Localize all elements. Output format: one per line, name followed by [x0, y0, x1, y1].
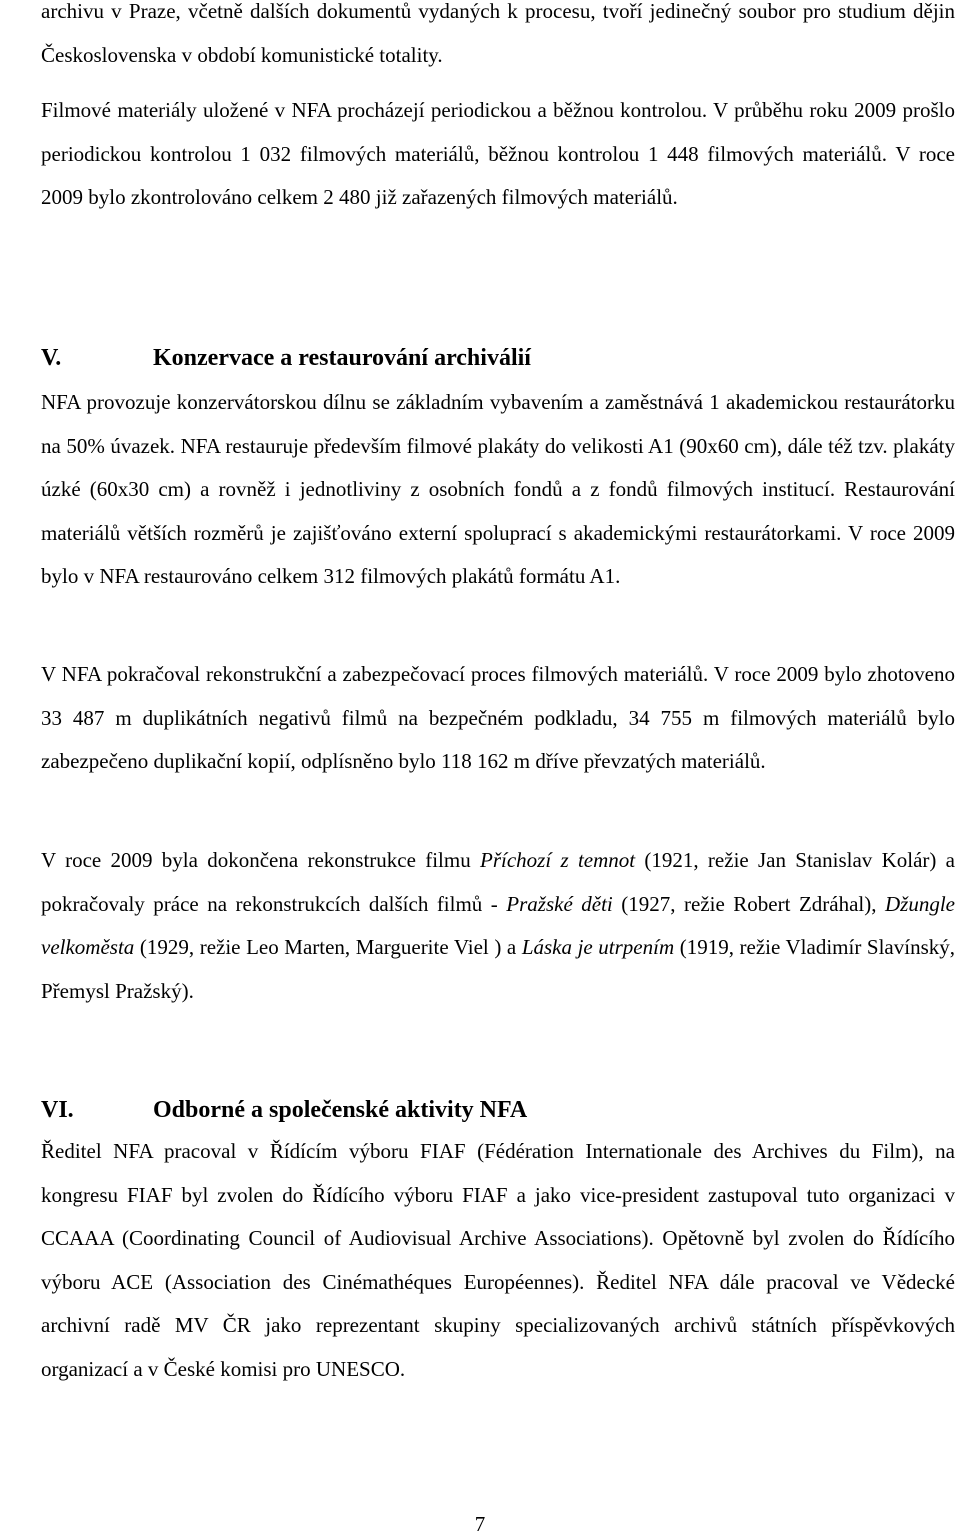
film-title-laska-je-utrpenim: Láska je utrpením: [521, 935, 675, 959]
section-5-title: Konzervace a restaurování archiválií: [153, 345, 531, 371]
section-6-number: VI.: [41, 1097, 74, 1123]
section-5-paragraph-3: [41, 839, 955, 1013]
paragraph-3-text-2: (1921, režie Jan Stanislav Kolár) a pokračovaly práce na rekonstrukcích dalších filmů -: [41, 848, 955, 916]
film-control-paragraph: Filmové materiály uložené v NFA procházejí periodickou a běžnou kontrolou. V průběhu roku 2009 prošlo periodickou kontrolou 1 032 filmových materiálů, běžnou kontrolou 1 448 filmových materiálů. V roce 2009 bylo zkontrolováno celkem 2 480 již zařazených filmových materiálů.: [41, 98, 955, 209]
page-number: 7: [474, 1512, 486, 1536]
paragraph-3-text-1: V roce 2009 byla dokončena rekonstrukce filmu: [41, 848, 481, 872]
section-5-paragraph-1: NFA provozuje konzervátorskou dílnu se základním vybavením a zaměstnává 1 akademickou restaurátorku na 50% úvazek. NFA restauruje především filmové plakáty do velikosti A1 (90x60 cm), dále též tzv. plakáty úzké (60x30 cm) a rovněž i jednotliviny z osobních fondů a z fondů filmových institucí. Restaurování materiálů větších rozměrů je zajišťováno externí spoluprací s akademickými restaurátorkami. V roce 2009 bylo v NFA restaurováno celkem 312 filmových plakátů formátu A1.: [41, 390, 955, 588]
film-title-prichozi-z-temnot: Příchozí z temnot: [480, 848, 636, 872]
section-6-heading: [41, 1095, 955, 1125]
section-5: [41, 343, 955, 373]
section-6: [41, 1095, 955, 1125]
section-6-paragraph-1: Ředitel NFA pracoval v Řídícím výboru FIAF (Fédération Internationale des Archives du Film), na kongresu FIAF byl zvolen do Řídícího výboru FIAF a jako vice-president zastupoval tuto organizaci v CCAAA (Coordinating Council of Audiovisual Archive Associations). Opětovně byl zvolen do Řídícího výboru ACE (Association des Cinémathéques Européennes). Ředitel NFA dále pracoval ve Vědecké archivní radě MV ČR jako reprezentant skupiny specializovaných archivů státních příspěvkových organizací a v České komisi pro UNESCO.: [41, 1139, 955, 1381]
film-control-block: [41, 89, 955, 220]
top-paragraph: archivu v Praze, včetně dalších dokumentů vydaných k procesu, tvoří jedinečný soubor pro studium dějin Československa v období komunistické totality.: [41, 0, 955, 67]
top-paragraph-block: [41, 0, 955, 77]
paragraph-3-text-3: (1927, režie Robert Zdráhal),: [612, 891, 885, 916]
film-title-dzungle-velkomesta: Džungle velkoměsta: [41, 891, 955, 959]
section-6-title: Odborné a společenské aktivity NFA: [153, 1097, 528, 1123]
section-5-heading: [41, 343, 955, 373]
section-5-paragraph-3-block: [41, 839, 955, 1013]
paragraph-3-text-4: (1929, režie Leo Marten, Marguerite Viel ) a: [134, 935, 522, 959]
paragraph-3-text-5: (1919, režie Vladimír Slavínský, Přemysl Pražský).: [41, 935, 955, 1003]
section-5-paragraph-2-block: [41, 653, 955, 784]
film-title-prazske-deti: Pražské děti: [506, 891, 613, 916]
section-6-paragraph-1-block: [41, 1130, 955, 1391]
section-5-number: V.: [41, 345, 62, 371]
section-5-paragraph-1-block: [41, 381, 955, 599]
section-5-paragraph-2: V NFA pokračoval rekonstrukční a zabezpečovací proces filmových materiálů. V roce 2009 bylo zhotoveno 33 487 m duplikátních negativů filmů na bezpečném podkladu, 34 755 m filmových materiálů bylo zabezpečeno duplikační kopií, odplísněno bylo 118 162 m dříve převzatých materiálů.: [41, 662, 955, 773]
